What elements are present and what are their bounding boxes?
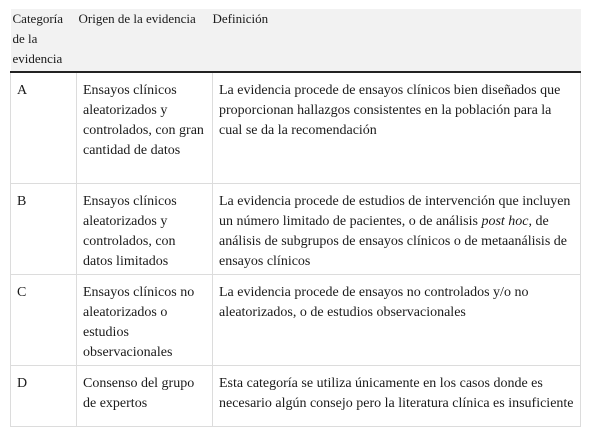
definicion-text-before: La evidencia procede de estudios de intervención que incluyen un número limitado de pacientes, o de análisis bbox=[219, 194, 571, 229]
cell-origen: Ensayos clínicos no aleatorizados o estudios observacionales bbox=[77, 275, 213, 366]
header-origen: Origen de la evidencia bbox=[77, 9, 213, 72]
cell-categoria: D bbox=[11, 366, 77, 427]
header-categoria: Categoría de la evidencia bbox=[11, 9, 77, 72]
cell-definicion: Esta categoría se utiliza únicamente en los casos donde es necesario algún consejo pero la literatura clínica es insuficiente bbox=[213, 366, 581, 427]
table-row bbox=[11, 184, 581, 275]
evidence-table bbox=[10, 9, 581, 427]
cell-origen: Ensayos clínicos aleatorizados y controlados, con gran cantidad de datos bbox=[77, 72, 213, 184]
table-row bbox=[11, 275, 581, 366]
cell-origen: Ensayos clínicos aleatorizados y controlados, con datos limitados bbox=[77, 184, 213, 275]
table-body bbox=[11, 72, 581, 427]
cell-categoria: B bbox=[11, 184, 77, 275]
cell-categoria: A bbox=[11, 72, 77, 184]
cell-definicion: La evidencia procede de ensayos no controlados y/o no aleatorizados, o de estudios observacionales bbox=[213, 275, 581, 366]
cell-definicion bbox=[213, 184, 581, 275]
evidence-table-container bbox=[10, 9, 580, 427]
cell-definicion: La evidencia procede de ensayos clínicos bien diseñados que proporcionan hallazgos consistentes en la población para la cual se da la recomendación bbox=[213, 72, 581, 184]
cell-origen: Consenso del grupo de expertos bbox=[77, 366, 213, 427]
definicion-text-after: , de análisis de subgrupos de ensayos clínicos o de metaanálisis de ensayos clínicos bbox=[219, 214, 567, 269]
definicion-italic-term: post hoc bbox=[481, 214, 529, 229]
header-row bbox=[11, 9, 581, 72]
table-header bbox=[11, 9, 581, 72]
header-definicion: Definición bbox=[213, 9, 581, 72]
table-row bbox=[11, 72, 581, 184]
table-row bbox=[11, 366, 581, 427]
cell-categoria: C bbox=[11, 275, 77, 366]
